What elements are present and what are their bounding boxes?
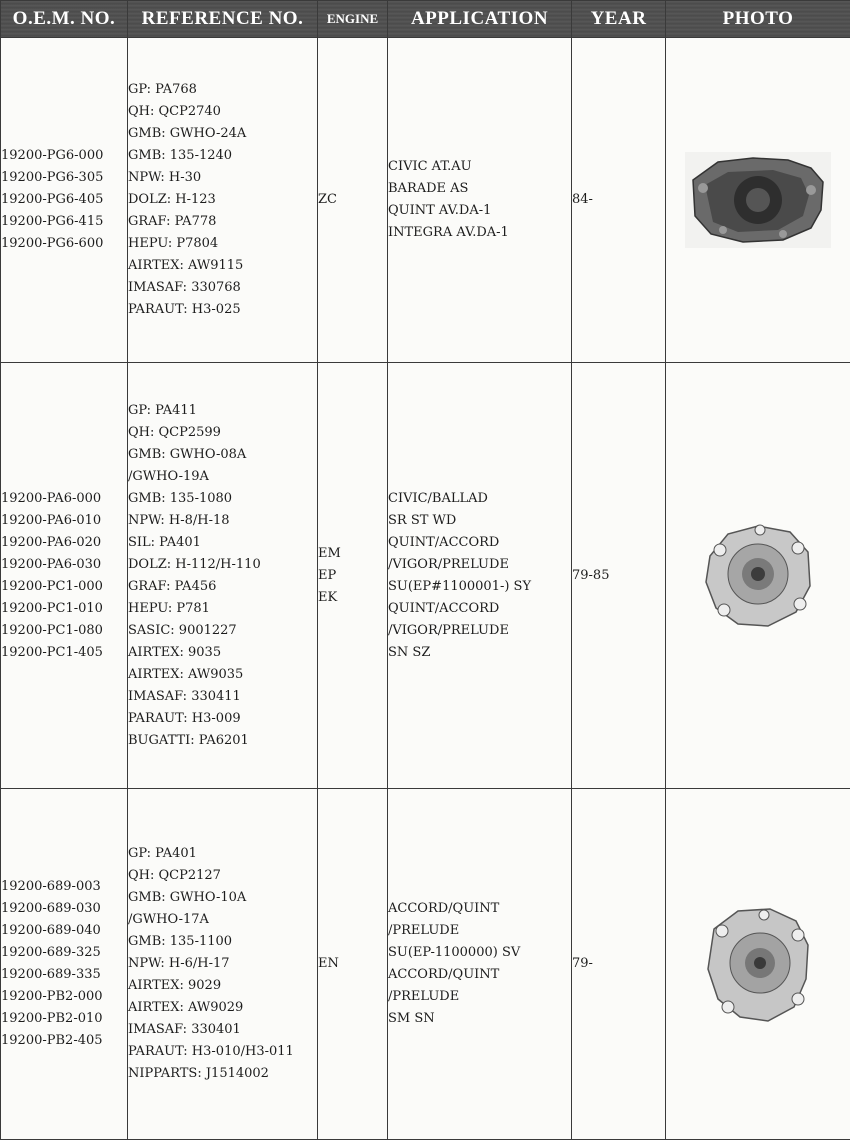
reference-number: /GWHO-19A [128,466,317,488]
application-line: SM SN [388,1008,571,1030]
reference-number: IMASAF: 330411 [128,686,317,708]
oem-number: 19200-PC1-010 [1,598,127,620]
reference-number: QH: QCP2599 [128,422,317,444]
header-photo: PHOTO [666,1,850,38]
reference-number: PARAUT: H3-010/H3-011 [128,1041,317,1063]
reference-number: QH: QCP2127 [128,865,317,887]
oem-number: 19200-PA6-010 [1,510,127,532]
reference-number: AIRTEX: 9035 [128,642,317,664]
oem-number: 19200-PG6-405 [1,189,127,211]
oem-cell [1,789,128,1140]
engine-cell [318,363,388,789]
year-cell [572,363,666,789]
header-reference: REFERENCE NO. [128,1,318,38]
oem-number: 19200-PB2-405 [1,1030,127,1052]
oem-number: 19200-PB2-000 [1,986,127,1008]
reference-number: GMB: GWHO-24A [128,123,317,145]
application-line: ACCORD/QUINT [388,898,571,920]
reference-number: NPW: H-6/H-17 [128,953,317,975]
engine-code: EK [318,587,387,609]
application-line: SU(EP-1100000) SV [388,942,571,964]
application-cell [388,38,572,363]
application-line: /VIGOR/PRELUDE [388,554,571,576]
reference-number: AIRTEX: AW9115 [128,255,317,277]
engine-code: EN [318,953,387,975]
application-line: /VIGOR/PRELUDE [388,620,571,642]
oem-number: 19200-PG6-415 [1,211,127,233]
oem-number: 19200-PG6-600 [1,233,127,255]
oem-cell [1,363,128,789]
oem-number: 19200-689-335 [1,964,127,986]
reference-number: AIRTEX: AW9035 [128,664,317,686]
reference-number: IMASAF: 330768 [128,277,317,299]
oem-number: 19200-PB2-010 [1,1008,127,1030]
oem-number: 19200-689-040 [1,920,127,942]
oem-number: 19200-689-030 [1,898,127,920]
reference-cell [128,789,318,1140]
reference-number: GMB: GWHO-10A [128,887,317,909]
water-pump-photo-light [698,899,818,1029]
table-row [1,38,850,363]
reference-number: DOLZ: H-123 [128,189,317,211]
reference-number: AIRTEX: AW9029 [128,997,317,1019]
application-cell [388,789,572,1140]
oem-number: 19200-PA6-030 [1,554,127,576]
table-row [1,789,850,1140]
reference-number: NPW: H-8/H-18 [128,510,317,532]
year-cell [572,38,666,363]
application-line: /PRELUDE [388,986,571,1008]
reference-number: GP: PA411 [128,400,317,422]
photo-cell [666,38,850,363]
oem-number: 19200-PA6-000 [1,488,127,510]
year-cell [572,789,666,1140]
reference-number: NPW: H-30 [128,167,317,189]
reference-number: GRAF: PA778 [128,211,317,233]
application-line: INTEGRA AV.DA-1 [388,222,571,244]
reference-number: GMB: 135-1080 [128,488,317,510]
table-row [1,363,850,789]
reference-number: NIPPARTS: J1514002 [128,1063,317,1085]
engine-cell [318,789,388,1140]
photo-cell [666,363,850,789]
reference-number: SIL: PA401 [128,532,317,554]
oem-number: 19200-PC1-000 [1,576,127,598]
reference-number: GMB: 135-1240 [128,145,317,167]
reference-number: HEPU: P7804 [128,233,317,255]
application-line: BARADE AS [388,178,571,200]
year-range: 79-85 [572,568,609,583]
reference-number: QH: QCP2740 [128,101,317,123]
reference-number: IMASAF: 330401 [128,1019,317,1041]
oem-number: 19200-PG6-305 [1,167,127,189]
photo-cell [666,789,850,1140]
header-year: YEAR [572,1,666,38]
application-line: CIVIC/BALLAD [388,488,571,510]
oem-number: 19200-PA6-020 [1,532,127,554]
application-line: QUINT/ACCORD [388,532,571,554]
application-line: CIVIC AT.AU [388,156,571,178]
header-application: APPLICATION [388,1,572,38]
reference-number: HEPU: P781 [128,598,317,620]
application-line: SU(EP#1100001-) SY [388,576,571,598]
reference-number: GP: PA768 [128,79,317,101]
reference-number: GMB: GWHO-08A [128,444,317,466]
engine-cell [318,38,388,363]
reference-number: GP: PA401 [128,843,317,865]
water-pump-photo-light [698,516,818,636]
reference-number: GMB: 135-1100 [128,931,317,953]
oem-cell [1,38,128,363]
oem-number: 19200-PC1-405 [1,642,127,664]
engine-code: ZC [318,189,387,211]
year-range: 79- [572,956,593,971]
oem-number: 19200-689-003 [1,876,127,898]
engine-code: EM [318,543,387,565]
reference-number: /GWHO-17A [128,909,317,931]
reference-number: BUGATTI: PA6201 [128,730,317,752]
oem-number: 19200-689-325 [1,942,127,964]
application-line: SR ST WD [388,510,571,532]
reference-number: PARAUT: H3-025 [128,299,317,321]
reference-number: DOLZ: H-112/H-110 [128,554,317,576]
reference-cell [128,363,318,789]
application-cell [388,363,572,789]
header-engine: ENGINE [318,1,388,38]
application-line: ACCORD/QUINT [388,964,571,986]
reference-number: SASIC: 9001227 [128,620,317,642]
reference-number: GRAF: PA456 [128,576,317,598]
header-oem: O.E.M. NO. [1,1,128,38]
oem-number: 19200-PG6-000 [1,145,127,167]
application-line: QUINT/ACCORD [388,598,571,620]
reference-number: PARAUT: H3-009 [128,708,317,730]
reference-number: AIRTEX: 9029 [128,975,317,997]
water-pump-photo-dark [683,150,833,250]
year-range: 84- [572,192,593,207]
oem-number: 19200-PC1-080 [1,620,127,642]
table-header [1,1,850,38]
reference-cell [128,38,318,363]
application-line: /PRELUDE [388,920,571,942]
application-line: QUINT AV.DA-1 [388,200,571,222]
engine-code: EP [318,565,387,587]
application-line: SN SZ [388,642,571,664]
